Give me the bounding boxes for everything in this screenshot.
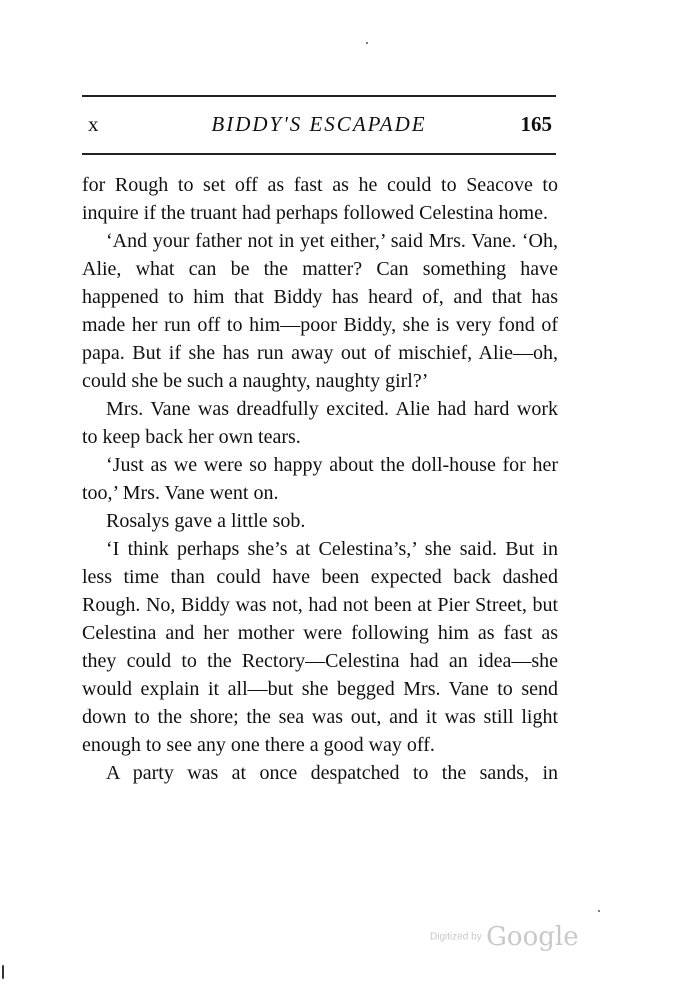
chapter-number: x bbox=[88, 112, 100, 136]
google-logo: Google bbox=[486, 922, 579, 952]
paragraph: ‘And your father not in yet either,’ said Mrs. Vane. ‘Oh, Alie, what can be the matter? Can something have happened to him that Biddy has heard of, and that has made her run off to him—poor Biddy, she is very fond of papa. But if she has run away out of mischief, Alie—oh, could she be such a naughty, naughty girl?’ bbox=[82, 230, 558, 392]
print-speck bbox=[598, 910, 600, 912]
paragraph: for Rough to set off as fast as he could to Seacove to inquire if the truant had perhaps followed Celestina home. bbox=[82, 174, 558, 224]
digitized-by-google-watermark bbox=[430, 922, 579, 952]
header-rule-top bbox=[82, 95, 556, 97]
paragraph: ‘I think perhaps she’s at Celestina’s,’ she said. But in less time than could have been expected back dashed Rough. No, Biddy was not, had not been at Pier Street, but Celestina and her mother were following him as fast as they could to the Rectory—Celestina had an idea—she would explain it all—but she begged Mrs. Vane to send down to the shore; the sea was out, and it was still light enough to see any one there a good way off. bbox=[82, 538, 558, 756]
paragraph: A party was at once despatched to the sands, in bbox=[106, 762, 558, 784]
running-head bbox=[82, 112, 556, 138]
page-edge-mark bbox=[2, 965, 4, 979]
paragraph: ‘Just as we were so happy about the doll-house for her too,’ Mrs. Vane went on. bbox=[82, 454, 558, 504]
print-speck bbox=[366, 42, 368, 44]
watermark-prefix: Digitized by bbox=[430, 931, 482, 943]
running-title: BIDDY'S ESCAPADE bbox=[211, 112, 427, 136]
body-text bbox=[82, 171, 558, 787]
header-rule-bottom bbox=[82, 153, 556, 155]
paragraph: Mrs. Vane was dreadfully excited. Alie had hard work to keep back her own tears. bbox=[82, 398, 558, 448]
page-number: 165 bbox=[520, 112, 552, 136]
paragraph: Rosalys gave a little sob. bbox=[106, 510, 306, 532]
